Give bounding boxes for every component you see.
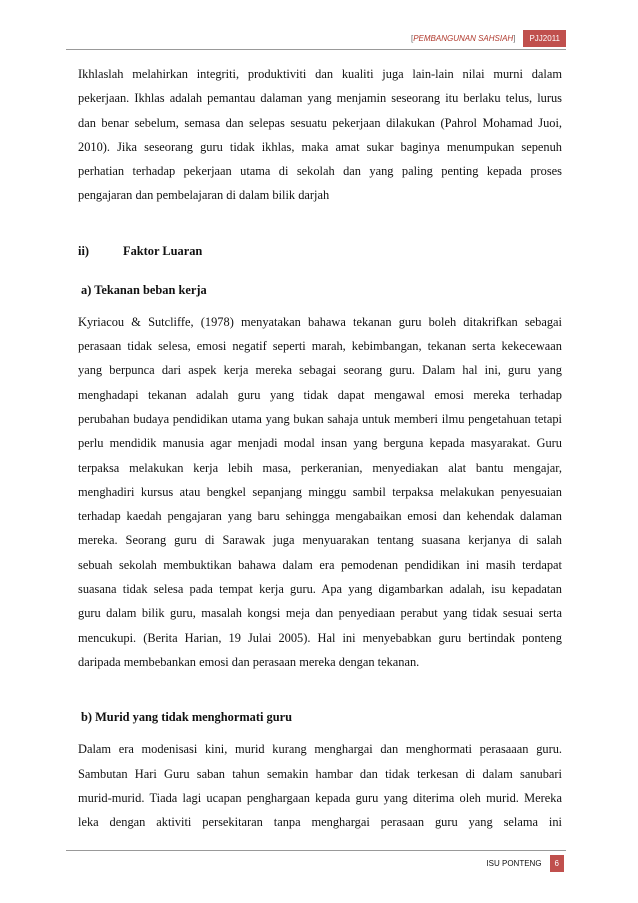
- text-line: Kyriacou & Sutcliffe, (1978) menyatakan bahawa tekanan guru boleh ditakrifkan sebagai: [78, 314, 562, 329]
- text-line: perasaan tidak selesa, emosi negatif seperti marah, kebimbangan, tekanan serta kekecewaan: [78, 339, 562, 354]
- text-line: leka dengan aktiviti persekitaran tanpa menghargai perasaan guru yang selama ini: [78, 815, 562, 830]
- text-line: perlu mendidik manusia agar menjadi modal insan yang berguna kepada masyarakat. Guru: [78, 436, 562, 451]
- text-line: daripada membebankan emosi dan perasaan mereka dengan tekanan.: [78, 654, 420, 669]
- text-line: dan benar sebelum, semasa dan selepas sesuatu pekerjaan dilakukan (Pahrol Mohamad Juoi,: [78, 115, 562, 130]
- section-number: ii): [78, 243, 90, 258]
- header-bracket-close: ]: [513, 34, 516, 43]
- text-line: mencukupi. (Berita Harian, 19 Julai 2005). Hal ini menyebabkan guru bertindak ponteng: [78, 630, 562, 645]
- text-line: perhatian terhadap pekerjaan utama di sekolah dan yang paling penting kepada proses: [78, 164, 562, 179]
- section-title: Faktor Luaran: [123, 243, 203, 258]
- text-line: murid-murid. Tiada lagi ucapan penghargaan kepada guru yang diterima oleh murid. Mereka: [78, 790, 562, 805]
- page-header: [411, 30, 566, 47]
- subsection-heading-murid: b) Murid yang tidak menghormati guru: [81, 710, 293, 725]
- paragraph-murid: [78, 737, 562, 834]
- section-heading-faktor-luaran: [78, 244, 562, 259]
- text-line: terhadap kaedah pengajaran yang baru sehingga mengabaikan emosi dan kehendak dalaman: [78, 509, 562, 524]
- page-number: 6: [550, 855, 564, 872]
- text-line: menghadapi tekanan adalah guru yang tidak dapat mengawal emosi mereka terhadap: [78, 387, 562, 402]
- page-footer: [486, 855, 564, 872]
- text-line: mereka. Seorang guru di Sarawak juga menyuarakan tentang suasana kerjanya di salah: [78, 533, 562, 548]
- paragraph-ikhlas: [78, 62, 562, 208]
- header-bracket-open: [: [410, 34, 414, 43]
- text-line: terpaksa melakukan kerja lebih masa, perkeranian, menyediakan alat bantu mengajar,: [78, 460, 562, 475]
- header-title: [411, 34, 516, 43]
- text-line: guru dalam bilik guru, masalah kongsi meja dan penyediaan perabut yang tidak sesuai serta: [78, 606, 562, 621]
- header-title-text: PEMBANGUNAN SAHSIAH: [413, 34, 514, 43]
- text-line: menghadiri kursus atau bengkel sepanjang minggu sambil terpaksa melakukan penyesuaian: [78, 484, 562, 499]
- footer-label: ISU PONTENG: [486, 859, 542, 868]
- page-content: [78, 62, 562, 834]
- text-line: yang berpunca dari aspek kerja mereka sebagai seorang guru. Dalam hal ini, guru yang: [78, 363, 562, 378]
- text-line: pekerjaan. Ikhlas adalah pemantau dalaman yang menjamin seseorang itu berlaku telus, lurus: [78, 91, 562, 106]
- text-line: suasana tidak selesa pada tempat kerja guru. Apa yang digambarkan adalah, isu kepadatan: [78, 582, 562, 597]
- text-line: Dalam era modenisasi kini, murid kurang menghargai dan menghormati perasaaan guru.: [78, 742, 562, 757]
- text-line: pengajaran dan pembelajaran di dalam bilik darjah: [78, 188, 330, 203]
- text-line: sebuah sekolah membuktikan bahawa dalam era pemodenan pendidikan ini masih terdapat: [78, 557, 562, 572]
- text-line: Sambutan Hari Guru saban tahun semakin hambar dan tidak terkesan di dalam sanubari: [78, 766, 562, 781]
- header-code-badge: PJJ2011: [523, 30, 566, 47]
- text-line: Ikhlaslah melahirkan integriti, produktiviti dan kualiti juga lain-lain nilai murni dalam: [78, 67, 562, 81]
- header-divider: [66, 49, 566, 50]
- text-line: 2010). Jika seseorang guru tidak ikhlas, maka amat sukar baginya menumpukan sepenuh: [78, 139, 562, 154]
- paragraph-tekanan: [78, 310, 562, 674]
- footer-divider: [66, 850, 566, 851]
- subsection-heading-tekanan: a) Tekanan beban kerja: [81, 282, 207, 297]
- text-line: perubahan budaya pendidikan utama yang bukan sahaja untuk memberi ilmu pengetahuan tetapi: [78, 411, 562, 426]
